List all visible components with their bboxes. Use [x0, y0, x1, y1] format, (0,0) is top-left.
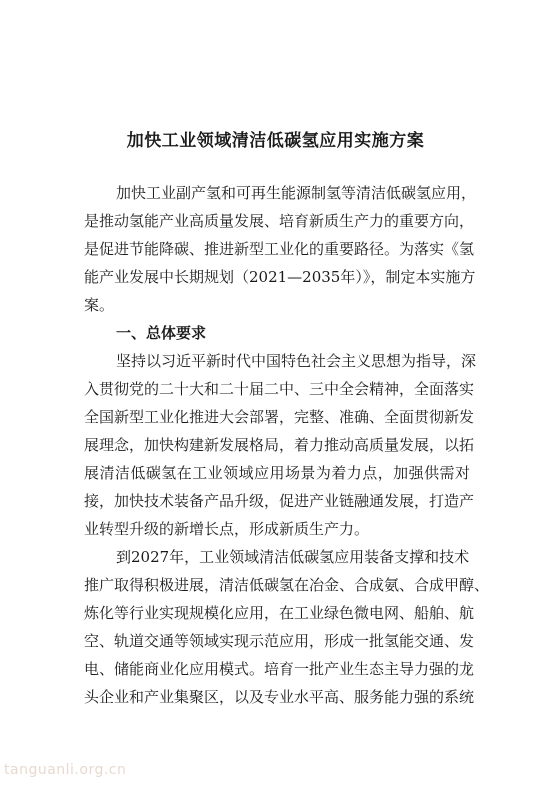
site-watermark: tanguanli.org.cn — [4, 762, 127, 778]
paragraph-line: 全国新型工业化推进大会部署，完整、准确、全面贯彻新发 — [84, 408, 475, 426]
paragraph-line: 电、储能商业化应用模式。培育一批产业生态主导力强的龙 — [84, 660, 475, 678]
paragraph-line: 推广取得积极进展，清洁低碳氢在冶金、合成氨、合成甲醇、 — [84, 576, 490, 594]
paragraph-line: 案。 — [84, 296, 115, 314]
paragraph-line: 展理念，加快构建新发展格局，着力推动高质量发展，以拓 — [84, 436, 475, 454]
paragraph-line: 头企业和产业集聚区，以及专业水平高、服务能力强的系统 — [84, 688, 475, 706]
section-heading: 一、总体要求 — [116, 324, 207, 342]
document-title: 加快工业领域清洁低碳氢应用实施方案 — [126, 131, 425, 151]
paragraph-line: 是推动氢能产业高质量发展、培育新质生产力的重要方向， — [84, 212, 475, 230]
paragraph-line: 到2027年，工业领域清洁低碳氢应用装备支撑和技术 — [116, 548, 470, 566]
paragraph-line: 接，加快技术装备产品升级，促进产业链融通发展，打造产 — [84, 492, 475, 510]
paragraph-line: 展清洁低碳氢在工业领域应用场景为着力点，加强供需对 — [84, 464, 470, 482]
paragraph-line: 炼化等行业实现规模化应用，在工业绿色微电网、船舶、航 — [84, 604, 475, 622]
paragraph-line: 业转型升级的新增长点，形成新质生产力。 — [84, 520, 370, 538]
paragraph-line: 空、轨道交通等领域实现示范应用，形成一批氢能交通、发 — [84, 632, 475, 650]
paragraph-line: 坚持以习近平新时代中国特色社会主义思想为指导，深 — [116, 352, 477, 370]
paragraph-line: 能产业发展中长期规划（2021—2035年）》，制定本实施方 — [84, 268, 476, 286]
paragraph-line: 入贯彻党的二十大和二十届二中、三中全会精神，全面落实 — [84, 380, 475, 398]
paragraph-line: 加快工业副产氢和可再生能源制氢等清洁低碳氢应用， — [116, 184, 477, 202]
paragraph-line: 是促进节能降碳、推进新型工业化的重要路径。为落实《氢 — [84, 240, 475, 258]
